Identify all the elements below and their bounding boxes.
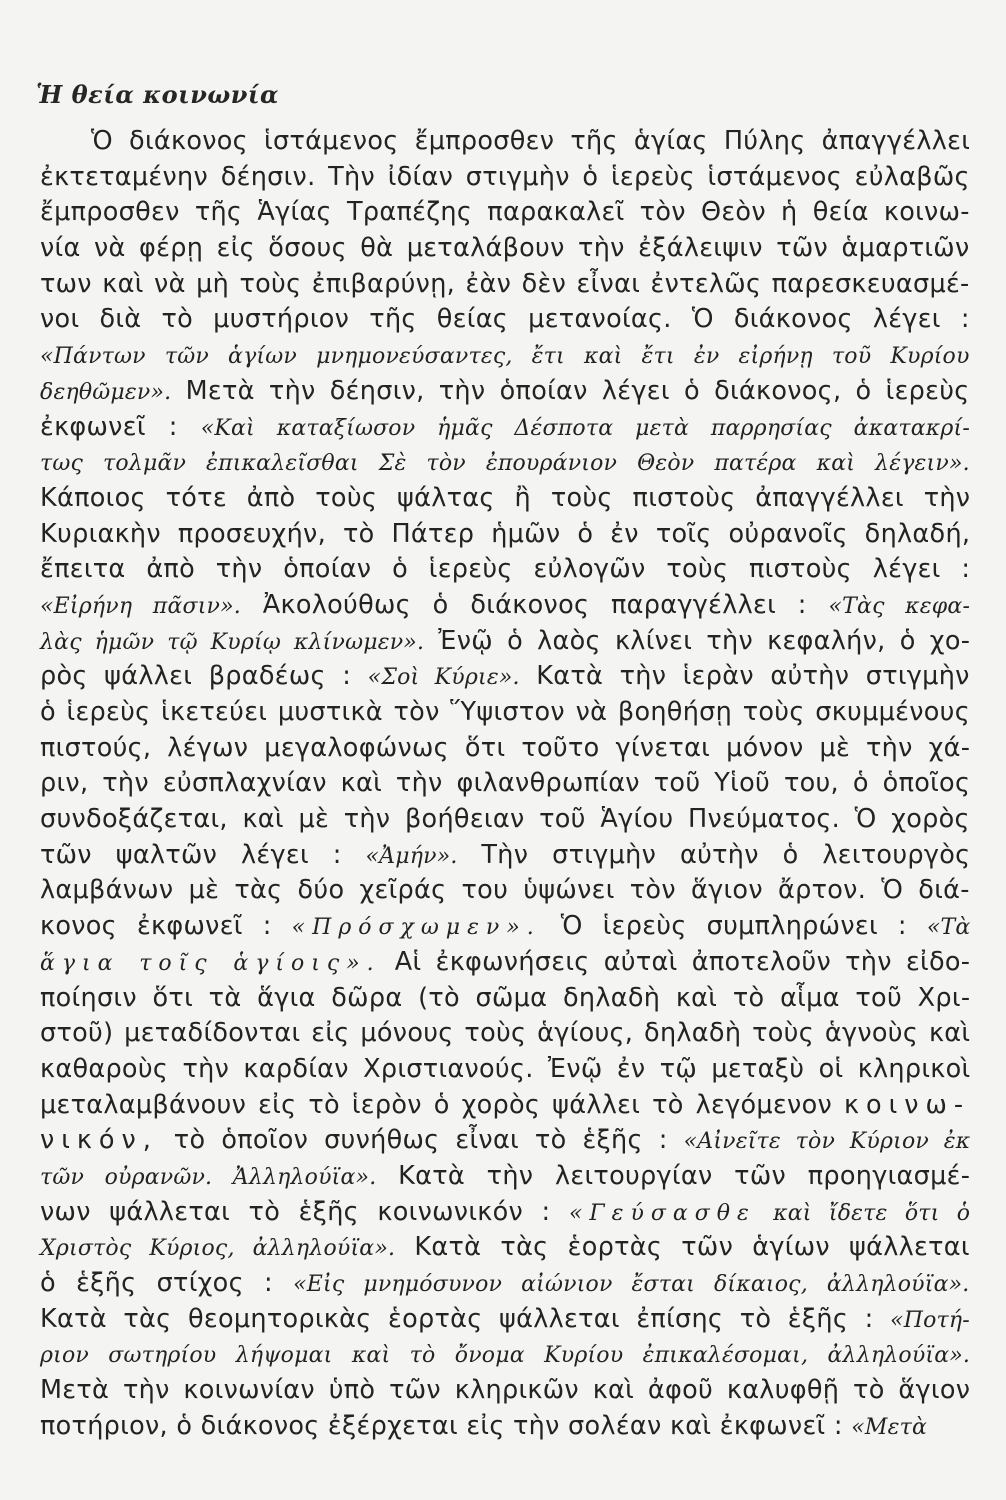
text-segment: τῶν ψαλτῶν λέγει : (40, 839, 366, 870)
text-line (40, 302, 970, 338)
text-segment: Ὁ ἱερεὺς συμπληρώνει : (540, 911, 927, 942)
text-segment: συνδοξάζεται, καὶ μὲ τὴν βοήθειαν τοῦ Ἁγίου Πνεύματος. Ὁ χορὸς (40, 804, 970, 835)
text-line (40, 945, 970, 981)
quoted-text: «Εἰς μνημόσυνον αἰώνιον ἔσται δίκαιος, ἀλληλούϊα». (293, 1272, 970, 1297)
text-line (40, 160, 970, 196)
text-line (40, 338, 970, 374)
text-line (40, 124, 970, 160)
text-line (40, 873, 970, 909)
text-segment: νικόν, (40, 1125, 158, 1156)
text-line (40, 659, 970, 695)
text-segment: τὸ ὁποῖον συνήθως εἶναι τὸ ἑξῆς : (157, 1125, 684, 1156)
text-segment: μεταλαμβάνουν εἰς τὸ ἱερὸν ὁ χορὸς ψάλλει τὸ λεγόμενον (40, 1089, 844, 1120)
text-segment: Κατὰ τὴν λειτουργίαν τῶν προηγιασμέ- (376, 1160, 971, 1191)
text-segment: ὁ ἑξῆς στίχος : (40, 1268, 294, 1298)
text-line (40, 731, 970, 767)
text-line (40, 1159, 970, 1195)
text-segment: ἔπειτα ἀπὸ τὴν ὁποίαν ὁ ἱερεὺς εὐλογῶν τοὺς πιστοὺς λέγει : (40, 554, 971, 585)
quoted-text: ριον σωτηρίου λήψομαι καὶ τὸ ὄνομα Κυρίου ἐπικαλέσομαι, ἀλληλούϊα». (40, 1343, 971, 1369)
quoted-text: Χριστὸς Κύριος, ἀλληλούϊα». (40, 1236, 396, 1262)
quoted-text: τως τολμᾶν ἐπικαλεῖσθαι Σὲ τὸν ἐπουράνιον Θεὸν πατέρα καὶ λέγειν». (40, 451, 970, 477)
text-segment: ποτήριον, ὁ διάκονος ἐξέρχεται εἰς τὴν σολέαν καὶ ἐκφωνεῖ : (40, 1410, 852, 1441)
text-line (40, 517, 970, 553)
text-segment: Κάποιος τότε ἀπὸ τοὺς ψάλτας ἢ τοὺς πιστοὺς ἀπαγγέλλει τὴν (40, 482, 971, 513)
text-segment: Κατὰ τὴν ἱερὰν αὐτὴν στιγμὴν (519, 661, 970, 692)
quoted-text: λὰς ἡμῶν τῷ Κυρίῳ κλίνωμεν». (40, 629, 425, 655)
text-line (40, 1266, 970, 1302)
quoted-text: «Εἰρήνη πᾶσιν». (40, 593, 241, 619)
text-line (40, 445, 970, 481)
text-segment: ρὸς ψάλλει βραδέως : (40, 661, 368, 692)
text-line (40, 1409, 970, 1445)
text-line (40, 1302, 970, 1338)
text-segment: ποίησιν ὅτι τὰ ἅγια δῶρα (τὸ σῶμα δηλαδὴ καὶ τὸ αἷμα τοῦ Χρι- (40, 982, 971, 1013)
quoted-text: «Γεύσασθε (568, 1200, 756, 1226)
text-segment: ριν, τὴν εὐσπλαχνίαν καὶ τὴν φιλανθρωπίαν τοῦ Υἱοῦ του, ὁ ὁποῖος (40, 768, 971, 799)
text-line (40, 766, 970, 802)
text-line (40, 624, 970, 660)
text-segment: ἔμπροσθεν τῆς Ἁγίας Τραπέζης παρακαλεῖ τὸν Θεὸν ἡ θεία κοινω- (40, 197, 970, 228)
quoted-text: «Τὰ (926, 915, 971, 941)
quoted-text: «Σοὶ Κύριε». (367, 665, 520, 691)
text-segment: στοῦ) μεταδίδονται εἰς μόνους τοὺς ἁγίους, δηλαδὴ τοὺς ἁγνοὺς καὶ (40, 1018, 971, 1049)
quoted-text: τῶν οὐρανῶν. Ἀλληλούϊα». (40, 1164, 377, 1190)
text-segment: Μετὰ τὴν κοινωνίαν ὑπὸ τῶν κληρικῶν καὶ ἀφοῦ καλυφθῇ τὸ ἅγιον (40, 1375, 971, 1406)
text-line (40, 1195, 970, 1231)
text-segment: Κατὰ τὰς ἑορτὰς τῶν ἁγίων ψάλλεται (395, 1232, 970, 1263)
text-segment: Ἐνῷ ὁ λαὸς κλίνει τὴν κεφαλήν, ὁ χο- (424, 625, 971, 656)
text-segment: των καὶ νὰ μὴ τοὺς ἐπιβαρύνῃ, ἐὰν δὲν εἶναι ἐντελῶς παρεσκευασμέ- (40, 268, 970, 299)
text-line (40, 481, 970, 517)
quoted-text: «Πάντων τῶν ἁγίων μνημονεύσαντες, ἔτι καὶ ἔτι ἐν εἰρήνῃ τοῦ Κυρίου (40, 344, 970, 370)
text-line (40, 588, 970, 624)
quoted-text: «Αἰνεῖτε τὸν Κύριον ἐκ (683, 1129, 971, 1155)
text-segment: κονος ἐκφωνεῖ : (40, 911, 292, 942)
quoted-text: «Μετὰ (851, 1414, 928, 1440)
text-segment: Τὴν στιγμὴν αὐτὴν ὁ λειτουργὸς (457, 839, 971, 870)
text-segment: κοινω- (843, 1089, 971, 1120)
quoted-text: «Καὶ καταξίωσον ἡμᾶς Δέσποτα μετὰ παρρησίας ἀκατακρί- (200, 415, 971, 441)
text-segment: λαμβάνων μὲ τὰς δύο χεῖράς του ὑψώνει τὸν ἅγιον ἄρτον. Ὁ διά- (40, 875, 970, 906)
body-text (40, 124, 970, 1444)
text-line (40, 838, 970, 874)
text-segment: ὁ ἱερεὺς ἱκετεύει μυστικὰ τὸν Ὕψιστον νὰ βοηθήσῃ τοὺς σκυμμένους (40, 697, 970, 727)
text-segment: Αἱ ἐκφωνήσεις αὐταὶ ἀποτελοῦν τὴν εἰδο- (380, 946, 971, 977)
quoted-text: «Τὰς κεφα- (828, 593, 971, 619)
text-segment: Κυριακὴν προσευχήν, τὸ Πάτερ ἡμῶν ὁ ἐν τοῖς οὐρανοῖς δηλαδή, (40, 518, 971, 549)
text-line (40, 410, 970, 446)
section-heading: Ἡ θεία κοινωνία (36, 80, 279, 109)
text-segment: ἐκφωνεῖ : (40, 411, 201, 442)
text-line (40, 1337, 970, 1373)
quoted-text: «Ποτή- (890, 1307, 970, 1333)
text-line (40, 231, 970, 267)
quoted-text: δεηθῶμεν». (40, 379, 172, 405)
text-segment: καθαροὺς τὴν καρδίαν Χριστιανούς. Ἐνῷ ἐν τῷ μεταξὺ οἱ κληρικοὶ (40, 1053, 971, 1084)
text-line (40, 1016, 970, 1052)
text-segment: ἐκτεταμένην δέησιν. Τὴν ἰδίαν στιγμὴν ὁ ἱερεὺς ἱστάμενος εὐλαβῶς (40, 161, 970, 192)
text-line (40, 1373, 970, 1409)
text-segment: Μετὰ τὴν δέησιν, τὴν ὁποίαν λέγει ὁ διάκονος, ὁ ἱερεὺς (171, 375, 970, 406)
text-line (40, 1123, 970, 1159)
text-segment: Ἀκολούθως ὁ διάκονος παραγγέλλει : (240, 589, 829, 620)
text-line (40, 552, 970, 588)
text-line (40, 981, 970, 1017)
text-line (40, 1230, 970, 1266)
quoted-text: ἅγια τοῖς ἁγίοις». (40, 950, 381, 976)
text-segment: νων ψάλλεται τὸ ἑξῆς κοινωνικόν : (40, 1196, 569, 1227)
text-segment: πιστούς, λέγων μεγαλοφώνως ὅτι τοῦτο γίνεται μόνον μὲ τὴν χά- (40, 732, 971, 763)
quoted-text: «Ἀμήν». (365, 843, 458, 869)
text-segment: Κατὰ τὰς θεομητορικὰς ἑορτὰς ψάλλεται ἐπίσης τὸ ἑξῆς : (40, 1303, 891, 1334)
text-line (40, 1088, 970, 1124)
quoted-text: «Πρόσχωμεν». (291, 915, 541, 941)
text-line (40, 1052, 970, 1088)
text-segment: Ὁ διάκονος ἱστάμενος ἔμπροσθεν τῆς ἁγίας Πύλης ἀπαγγέλλει (91, 126, 971, 156)
text-line (40, 695, 970, 731)
text-line (40, 195, 970, 231)
text-line (40, 802, 970, 838)
text-line (40, 374, 970, 410)
text-line (40, 909, 970, 945)
text-line (40, 267, 970, 303)
text-segment: νοι διὰ τὸ μυστήριον τῆς θείας μετανοίας. Ὁ διάκονος λέγει : (40, 304, 970, 335)
text-segment: νία νὰ φέρῃ εἰς ὅσους θὰ μεταλάβουν τὴν ἐξάλειψιν τῶν ἁμαρτιῶν (40, 233, 970, 264)
quoted-text: καὶ ἴδετε ὅτι ὁ (755, 1200, 971, 1226)
